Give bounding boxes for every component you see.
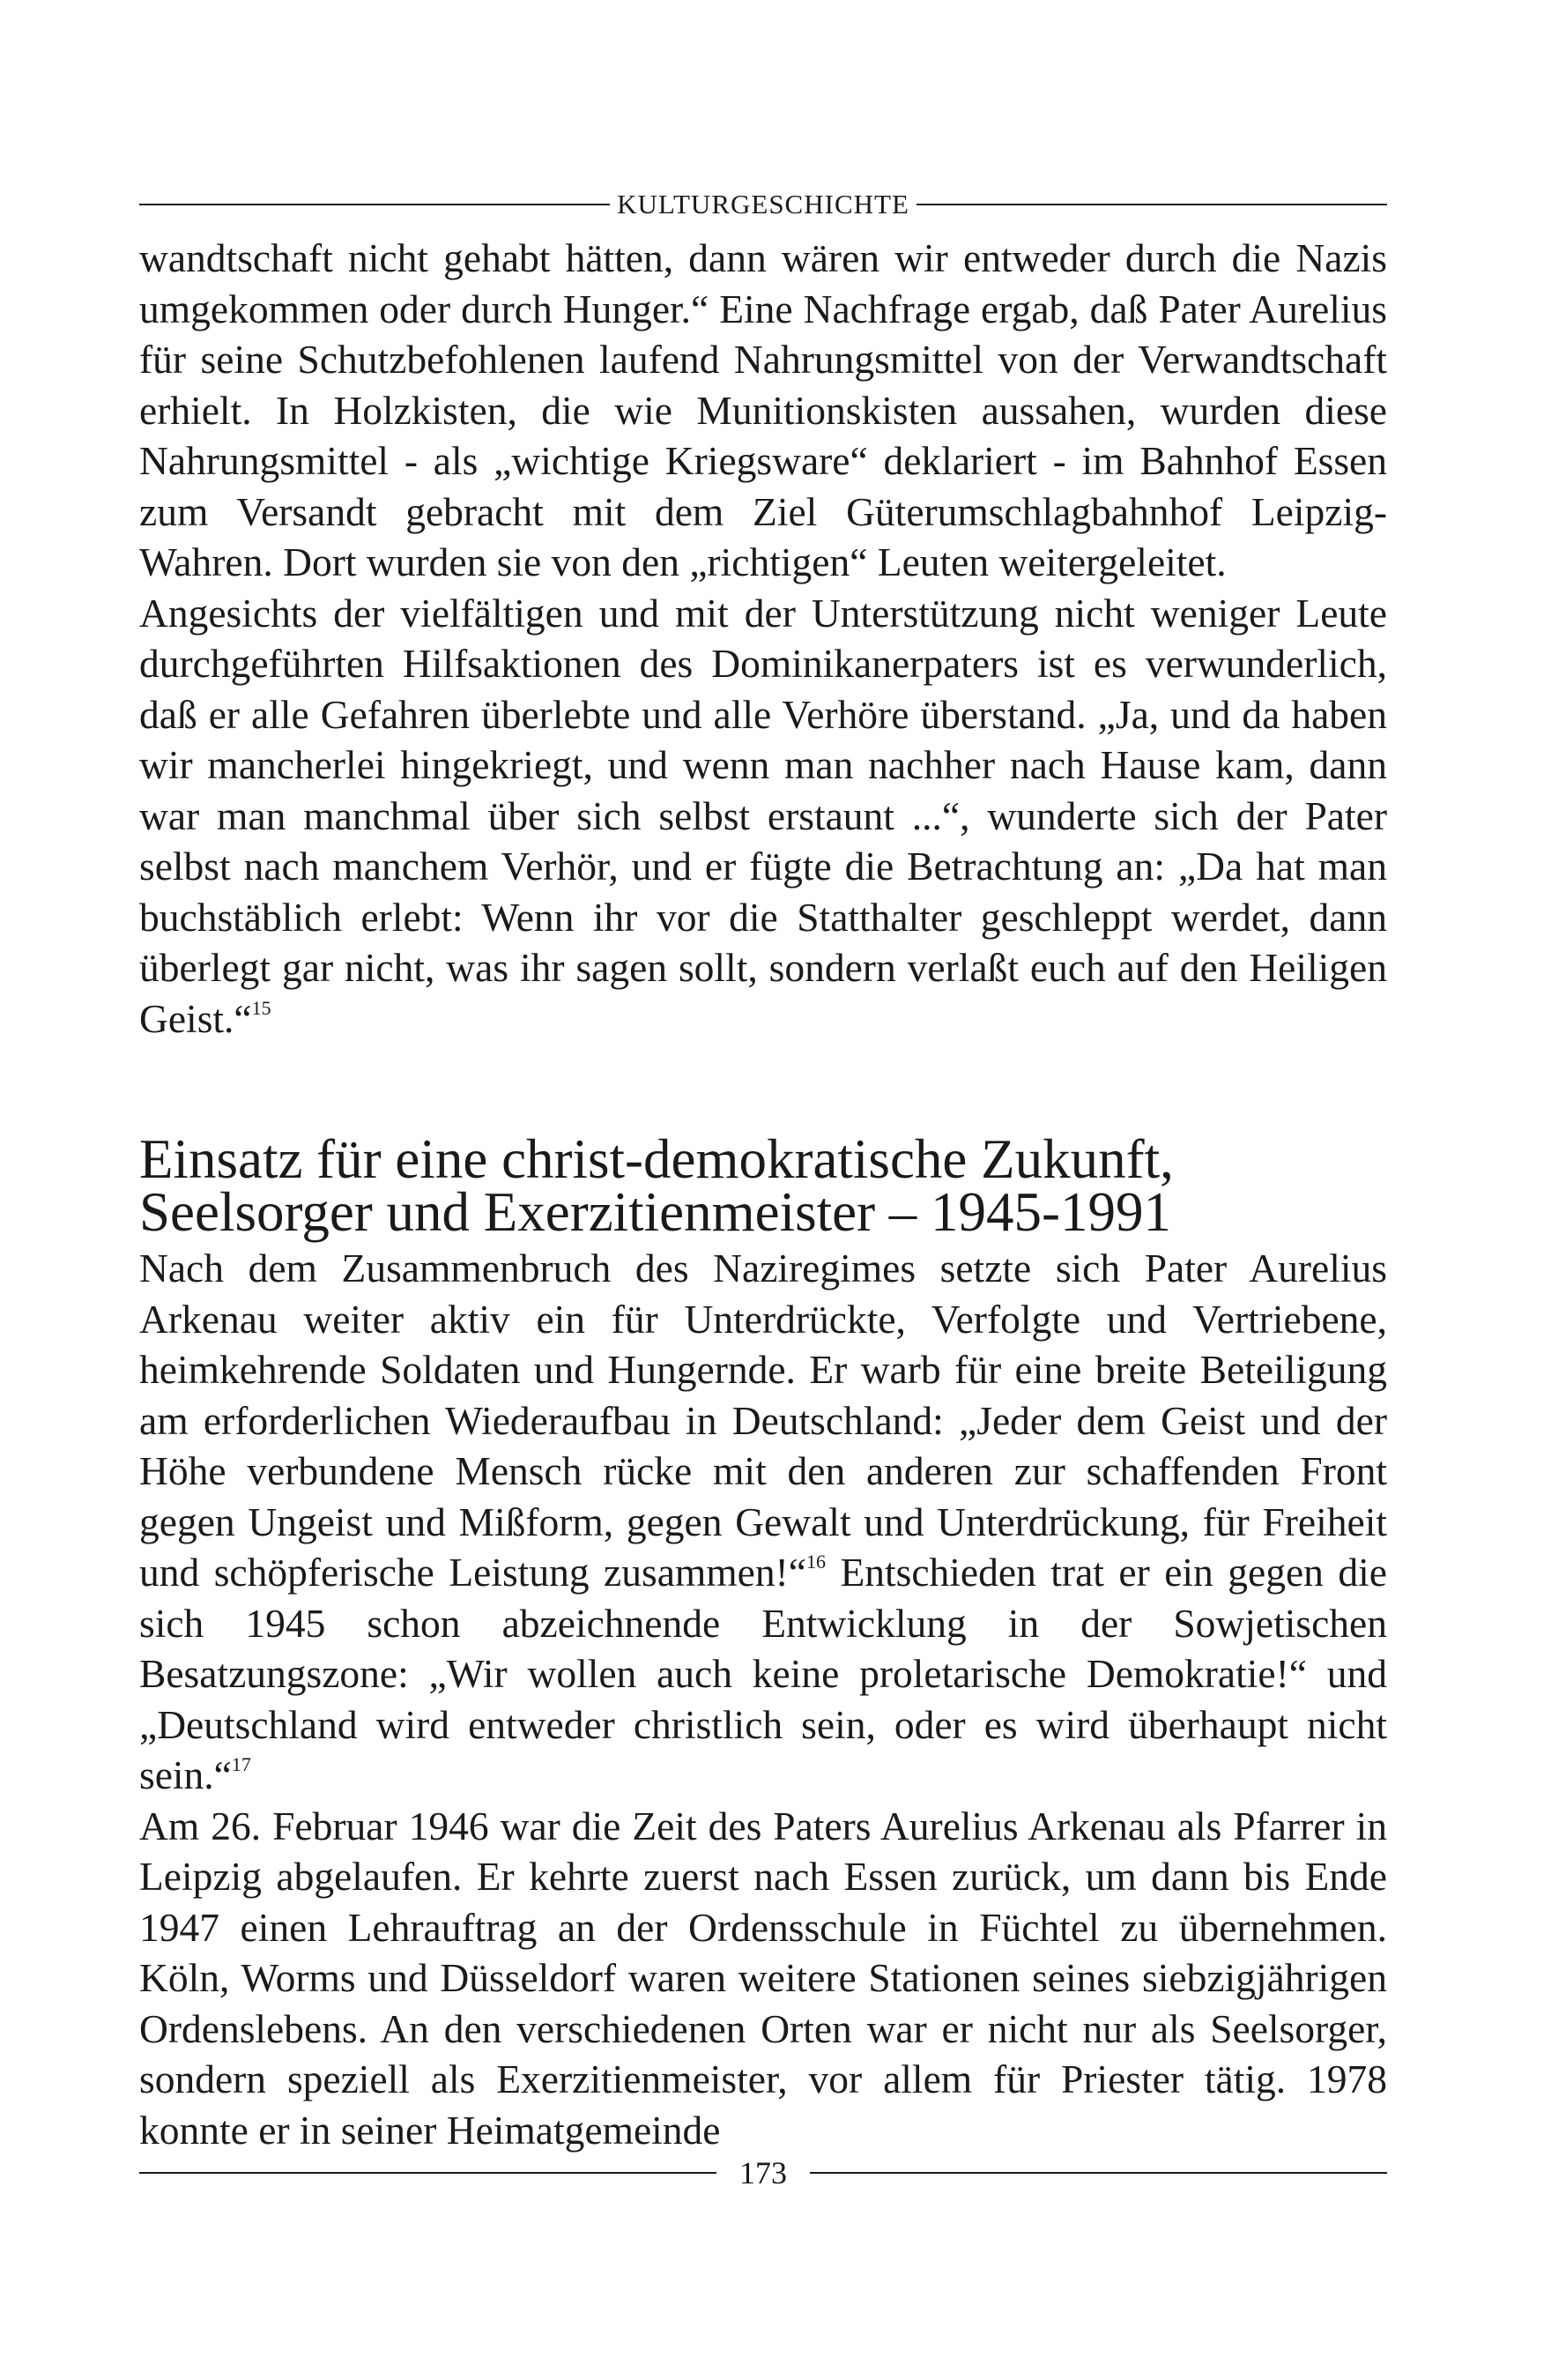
page-footer <box>139 2151 1387 2195</box>
running-head-left-rule <box>139 204 610 205</box>
section-heading-line-2: Seelsorger und Exerzitienmeister – 1945-1991 <box>139 1181 1172 1243</box>
text-block-top <box>139 233 1387 1044</box>
section-heading <box>139 1128 1387 1243</box>
paragraph-text: Am 26. Februar 1946 war die Zeit des Paters Aurelius Arkenau als Pfarrer in Leipzig abgelaufen. Er kehrte zuerst nach Essen zurück, um dann bis Ende 1947 einen Lehrauftrag an der Ordensschule in Füchtel zu übernehmen. Köln, Worms und Düsseldorf waren weitere Stationen seines siebzigjährigen Ordenslebens. An den verschiedenen Orten war er nicht nur als Seelsorger, sondern speziell als Exerzitienmeister, vor allem für Priester tätig. 1978 konnte er in seiner Heimatgemeinde <box>139 1803 1387 2153</box>
paragraph-text: wandtschaft nicht gehabt hätten, dann wären wir entweder durch die Nazis umgekommen oder durch Hunger.“ Eine Nachfrage ergab, daß Pater Aurelius für seine Schutzbefohlenen laufend Nahrungsmittel von der Verwandtschaft erhielt. In Holzkisten, die wie Munitionskisten aussahen, wurden diese Nahrungsmittel - als „wichtige Kriegsware“ deklariert - im Bahnhof Essen zum Versandt gebracht mit dem Ziel Güterumschlagbahnhof Leipzig-Wahren. Dort wurden sie von den „richtigen“ Leuten weitergeleitet. <box>139 235 1387 584</box>
paragraph <box>139 1243 1387 1801</box>
footer-left-rule <box>139 2172 716 2174</box>
text-block-bottom <box>139 1243 1387 2155</box>
footer-right-rule <box>810 2172 1387 2174</box>
section-heading-line-1: Einsatz für eine christ-demokratische Zukunft, <box>139 1128 1174 1190</box>
footnote-ref: 17 <box>231 1753 251 1775</box>
paragraph-text: Entschieden trat er ein gegen die sich 1945 schon abzeichnende Entwicklung in der Sowjetischen Besatzungszone: „Wir wollen auch keine proletarische Demokratie!“ und „Deutschland wird entweder christlich sein, oder es wird überhaupt nicht sein.“ <box>139 1550 1387 1797</box>
running-head-right-rule <box>916 204 1387 205</box>
running-head-title: KULTURGESCHICHTE <box>617 189 909 219</box>
paragraph-text: Angesichts der vielfältigen und mit der Unterstützung nicht weniger Leute durchgeführten Hilfsaktionen des Dominikanerpaters ist es verwunderlich, daß er alle Gefahren überlebte und alle Verhöre überstand. „Ja, und da haben wir mancherlei hingekriegt, und wenn man nachher nach Hause kam, dann war man manchmal über sich selbst erstaunt ...“, wunderte sich der Pater selbst nach manchem Verhör, und er fügte die Betrachtung an: „Da hat man buchstäblich erlebt: Wenn ihr vor die Statthalter geschleppt werdet, dann überlegt gar nicht, was ihr sagen sollt, sondern verlaßt euch auf den Heiligen Geist.“ <box>139 590 1387 1041</box>
footnote-ref: 16 <box>805 1551 826 1573</box>
paragraph <box>139 1801 1387 2156</box>
page-number: 173 <box>739 2155 787 2190</box>
running-head <box>139 185 1387 224</box>
paragraph <box>139 588 1387 1045</box>
paragraph-text: Nach dem Zusammenbruch des Naziregimes setzte sich Pater Aurelius Arkenau weiter aktiv ein für Unterdrückte, Verfolgte und Vertriebene, heimkehrende Soldaten und Hungernde. Er warb für eine breite Beteiligung am erforderlichen Wiederaufbau in Deutschland: „Jeder dem Geist und der Höhe verbundene Mensch rücke mit den anderen zur schaffenden Front gegen Ungeist und Mißform, gegen Gewalt und Unterdrückung, für Freiheit und schöpferische Leistung zusammen!“ <box>139 1246 1387 1595</box>
footnote-ref: 15 <box>251 996 271 1019</box>
paragraph <box>139 233 1387 588</box>
